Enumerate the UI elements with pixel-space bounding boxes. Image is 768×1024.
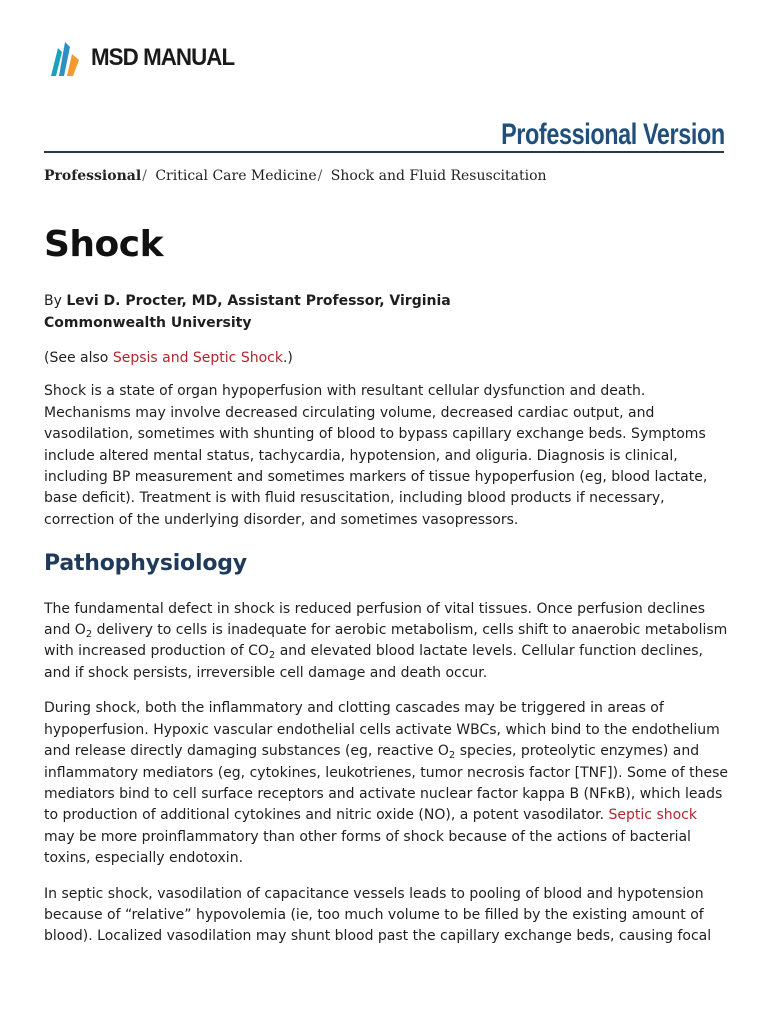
pathophysiology-paragraph-3: In septic shock, vasodilation of capacitance vessels leads to pooling of blood and hypotension because of “relative” hypovolemia (ie, too much volume to be filled by the existing amount of blood). Localized vasodilation may shunt blood past the capillary exchange beds, causing focal bbox=[44, 885, 712, 945]
breadcrumb-item-professional[interactable]: Professional bbox=[44, 168, 142, 184]
logo-text: MSD MANUAL bbox=[91, 44, 235, 71]
header-divider bbox=[44, 151, 724, 153]
text-segment: and elevated blood lactate levels. Cellular function declines, and if shock persists, irreversible cell damage and death occur. bbox=[44, 643, 703, 681]
article-body bbox=[44, 348, 728, 962]
text-segment: delivery to cells is inadequate for aerobic metabolism, cells shift to anaerobic metabolism with increased production of CO bbox=[44, 622, 728, 660]
see-also-suffix: .) bbox=[282, 350, 293, 366]
byline bbox=[44, 290, 464, 334]
breadcrumb bbox=[44, 168, 547, 184]
sepsis-link[interactable]: Sepsis and Septic Shock bbox=[112, 350, 283, 366]
msd-manual-logo[interactable] bbox=[48, 38, 245, 78]
breadcrumb-separator: / bbox=[317, 168, 323, 184]
breadcrumb-separator: / bbox=[142, 168, 147, 184]
summary-paragraph: Shock is a state of organ hypoperfusion with resultant cellular dysfunction and death. Mechanisms may involve decreased circulating volume, decreased cardiac output, and vasodilation, sometimes with shunting of blood to bypass capillary exchange beds. Symptoms include altered mental status, tachycardia, hypotension, and oliguria. Diagnosis is clinical, including BP measurement and sometimes markers of tissue hypoperfusion (eg, blood lactate, base deficit). Treatment is with fluid resuscitation, including blood products if necessary, correction of the underlying disorder, and sometimes vasopressors. bbox=[44, 383, 708, 528]
msd-logo-icon bbox=[48, 38, 82, 78]
page-title: Shock bbox=[44, 224, 164, 265]
edition-label[interactable]: Professional Version bbox=[501, 118, 725, 151]
text-segment: During shock, both the inflammatory and clotting cascades may be triggered in areas of hypoperfusion. Hypoxic vascular endothelial cells activate WBCs, which bind to the endothelium and release directly damaging substances (eg, reactive O bbox=[44, 700, 720, 760]
breadcrumb-item-critical-care[interactable]: Critical Care Medicine bbox=[155, 168, 317, 184]
text-segment: species, proteolytic enzymes) and inflammatory mediators (eg, cytokines, leukotrienes, tumor necrosis factor [TNF]). Some of these mediators bind to cell surface receptors and activate nuclear factor kappa B (NFκB), which leads to production of additional cytokines and nitric oxide (NO), a potent vasodilator. bbox=[44, 743, 728, 824]
subscript: 2 bbox=[85, 629, 93, 641]
text-segment: The fundamental defect in shock is reduced perfusion of vital tissues. Once perfusion declines and O bbox=[44, 600, 705, 639]
subscript: 2 bbox=[268, 650, 276, 662]
section-heading-pathophysiology: Pathophysiology bbox=[44, 551, 247, 577]
see-also-prefix: (See also bbox=[44, 350, 113, 366]
see-also bbox=[44, 348, 728, 369]
author-link[interactable]: Levi D. Procter, MD, Assistant Professor, Virginia Commonwealth University bbox=[44, 293, 451, 331]
pathophysiology-paragraph-2 bbox=[44, 698, 728, 869]
septic-shock-link[interactable]: Septic shock bbox=[608, 807, 697, 824]
text-segment: may be more proinflammatory than other forms of shock because of the actions of bacterial toxins, especially endotoxin. bbox=[44, 828, 691, 867]
byline-prefix: By bbox=[44, 293, 67, 309]
breadcrumb-item-shock-fluid[interactable]: Shock and Fluid Resuscitation bbox=[330, 168, 547, 184]
subscript: 2 bbox=[448, 750, 456, 762]
pathophysiology-paragraph-1 bbox=[44, 599, 728, 685]
